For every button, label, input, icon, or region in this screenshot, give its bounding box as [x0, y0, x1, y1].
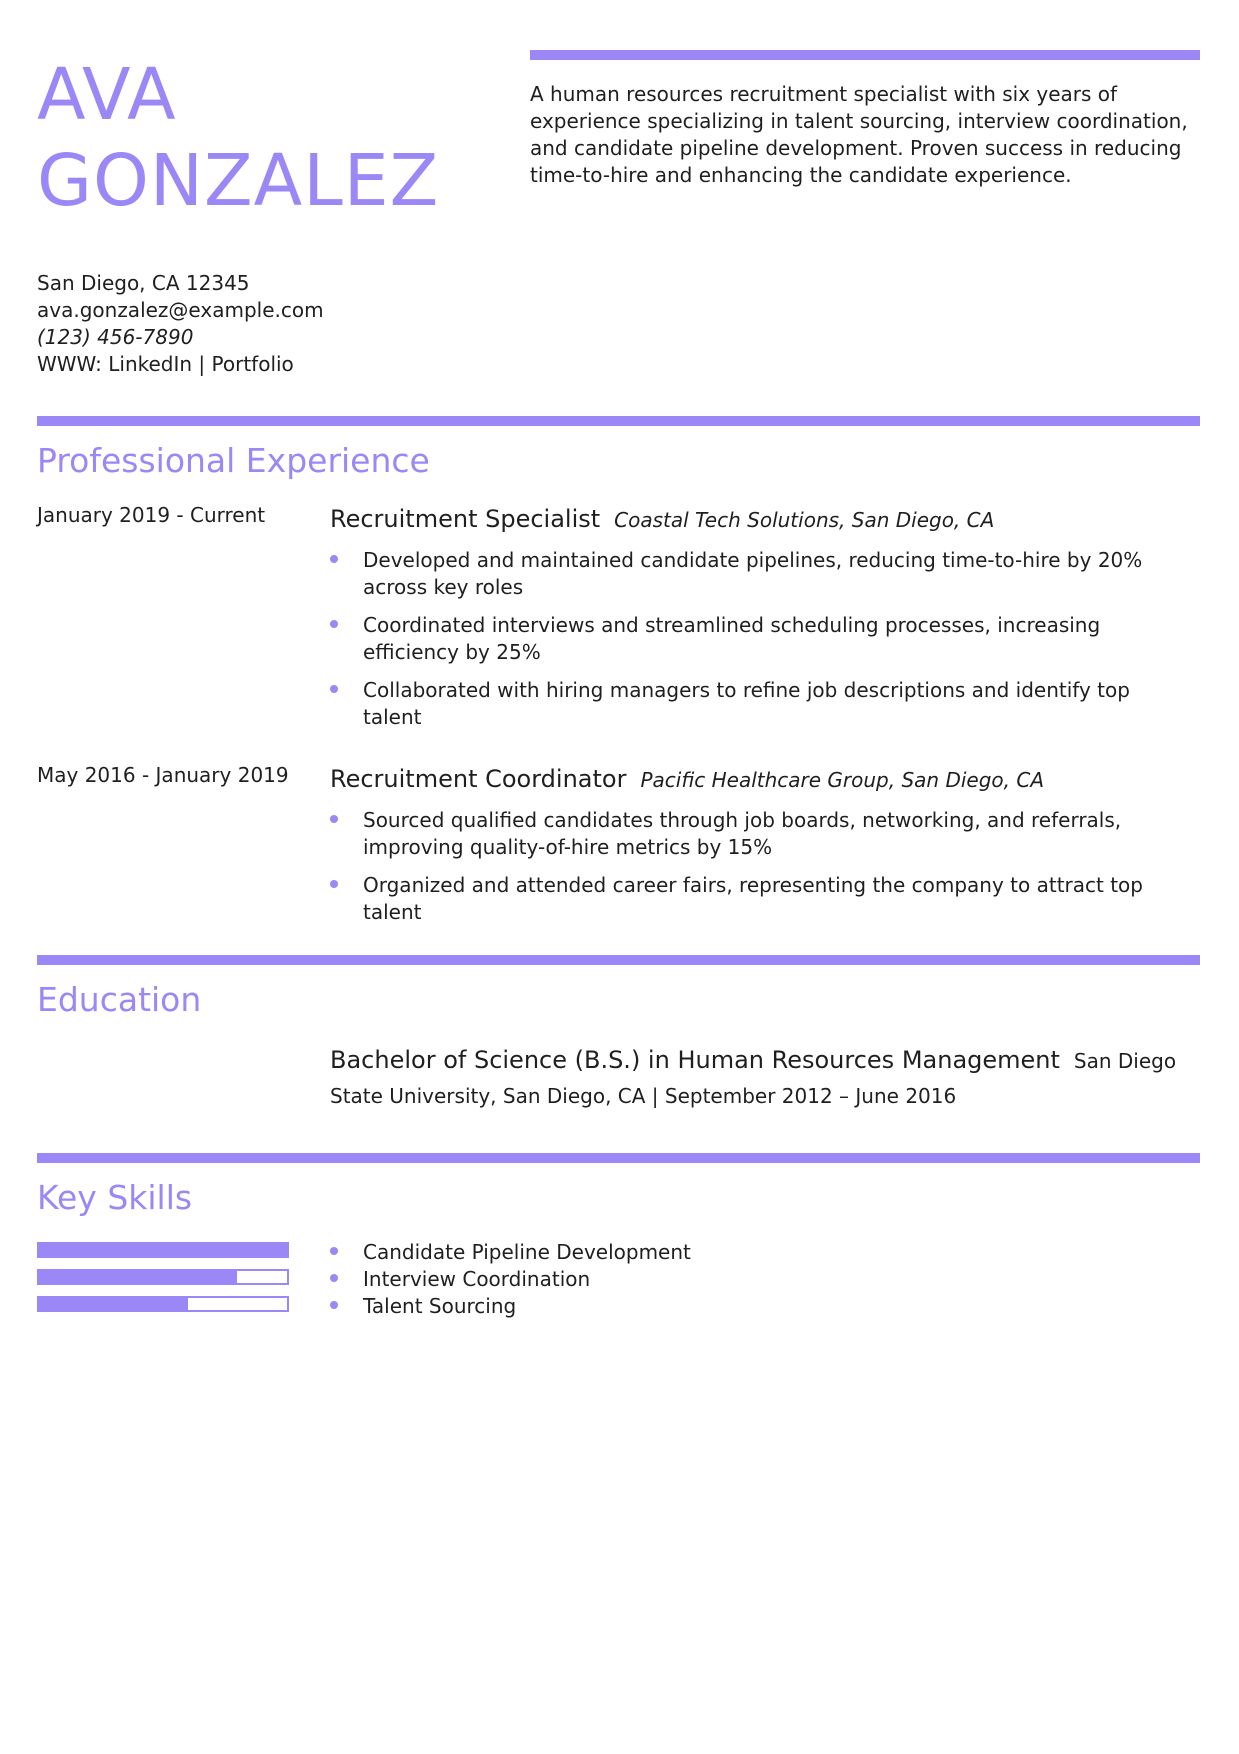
bullet-icon	[330, 555, 338, 563]
job-dates: January 2019 - Current	[37, 503, 266, 527]
skills-section-title: Key Skills	[37, 1178, 193, 1217]
skill-level-bar	[37, 1242, 289, 1258]
bullet-icon	[330, 880, 338, 888]
header-accent-bar	[530, 50, 1200, 60]
list-item: Coordinated interviews and streamlined scheduling processes, increasing efficiency by 25%	[330, 612, 1190, 666]
professional-summary: A human resources recruitment specialist with six years of experience specializing in talent sourcing, interview coordination, and candidate pipeline development. Proven success in reducing time-to-hire and enhancing the candidate experience.	[530, 82, 1188, 187]
experience-divider	[37, 416, 1200, 426]
job-dates: May 2016 - January 2019	[37, 763, 289, 787]
first-name: AVA	[37, 53, 177, 136]
bullet-icon	[330, 685, 338, 693]
bullet-icon	[330, 1247, 338, 1255]
phone[interactable]: (123) 456-7890	[37, 325, 194, 349]
education-detail: State University, San Diego, CA | September 2012 – June 2016	[330, 1084, 957, 1108]
job-company: Pacific Healthcare Group, San Diego, CA	[640, 768, 1045, 792]
job-title: Recruitment Coordinator	[330, 765, 627, 793]
education-section-title: Education	[37, 980, 202, 1019]
skill-level-bars	[37, 1242, 289, 1323]
list-item: Sourced qualified candidates through job boards, networking, and referrals, improving quality-of-hire metrics by 15%	[330, 807, 1190, 861]
job-title: Recruitment Specialist	[330, 505, 601, 533]
email[interactable]: ava.gonzalez@example.com	[37, 298, 324, 322]
bullet-icon	[330, 1301, 338, 1309]
job-company: Coastal Tech Solutions, San Diego, CA	[614, 508, 995, 532]
bullet-icon	[330, 620, 338, 628]
degree-name: Bachelor of Science (B.S.) in Human Resources Management	[330, 1046, 1060, 1074]
candidate-name	[37, 52, 439, 224]
experience-section-title: Professional Experience	[37, 441, 430, 480]
skills-divider	[37, 1153, 1200, 1163]
bullet-icon	[330, 815, 338, 823]
education-degree	[330, 1044, 1176, 1077]
list-item: Talent Sourcing	[330, 1293, 691, 1320]
job-bullets	[330, 547, 1190, 742]
list-item: Interview Coordination	[330, 1266, 691, 1293]
skills-list	[330, 1239, 691, 1320]
address: San Diego, CA 12345	[37, 271, 250, 295]
education-divider	[37, 955, 1200, 965]
job-header	[330, 764, 1044, 795]
bullet-icon	[330, 1274, 338, 1282]
list-item: Candidate Pipeline Development	[330, 1239, 691, 1266]
web-links[interactable]: WWW: LinkedIn | Portfolio	[37, 352, 294, 376]
job-header	[330, 504, 994, 535]
list-item: Collaborated with hiring managers to refine job descriptions and identify top talent	[330, 677, 1190, 731]
last-name: GONZALEZ	[37, 139, 440, 222]
list-item: Developed and maintained candidate pipelines, reducing time-to-hire by 20% across key roles	[330, 547, 1190, 601]
skill-level-bar	[37, 1269, 289, 1285]
contact-info	[37, 270, 324, 378]
job-bullets	[330, 807, 1190, 937]
skill-level-bar	[37, 1296, 289, 1312]
education-city: San Diego	[1073, 1049, 1177, 1073]
skill-level-fill	[39, 1244, 287, 1256]
list-item: Organized and attended career fairs, representing the company to attract top talent	[330, 872, 1190, 926]
skill-level-fill	[39, 1271, 237, 1283]
skill-level-fill	[39, 1298, 188, 1310]
